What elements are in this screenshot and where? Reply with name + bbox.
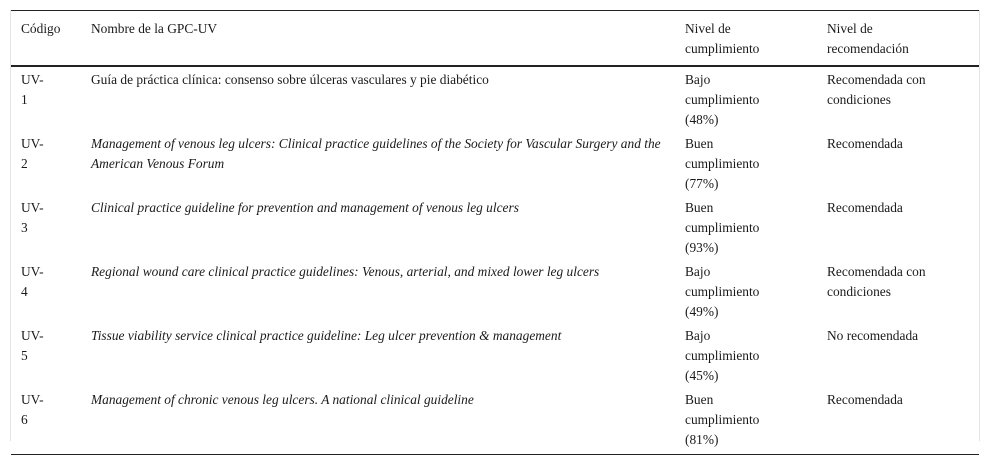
- header-row: [11, 11, 979, 67]
- compliance-word: Buen: [685, 136, 714, 151]
- compliance-label: cumplimiento: [685, 92, 760, 107]
- cell-compliance-level: [675, 324, 817, 388]
- code-prefix: UV-: [21, 328, 44, 343]
- cell-code: [11, 388, 81, 455]
- compliance-word: Bajo: [685, 264, 711, 279]
- compliance-label: cumplimiento: [685, 220, 760, 235]
- code-prefix: UV-: [21, 200, 44, 215]
- table-row: [11, 260, 979, 324]
- compliance-percent: (45%): [685, 368, 719, 383]
- code-prefix: UV-: [21, 72, 44, 87]
- code-prefix: UV-: [21, 264, 44, 279]
- cell-guideline-name: Management of venous leg ulcers: Clinical practice guidelines of the Society for Vascular Surgery and the American Venous Forum: [91, 136, 661, 171]
- cell-code: [11, 260, 81, 324]
- header-name: Nombre de la GPC-UV: [91, 21, 218, 36]
- cell-compliance-level: [675, 132, 817, 196]
- compliance-percent: (93%): [685, 240, 719, 255]
- cell-guideline-name: Regional wound care clinical practice guidelines: Venous, arterial, and mixed lower leg ulcers: [91, 264, 600, 279]
- table-row: [11, 66, 979, 132]
- code-number: 2: [21, 156, 28, 171]
- compliance-percent: (81%): [685, 432, 719, 447]
- compliance-word: Buen: [685, 200, 714, 215]
- table-row: [11, 324, 979, 388]
- cell-guideline-name: Guía de práctica clínica: consenso sobre úlceras vasculares y pie diabético: [91, 72, 489, 87]
- cell-recommendation: Recomendada con condiciones: [827, 264, 926, 299]
- cell-recommendation: No recomendada: [827, 328, 919, 343]
- code-number: 3: [21, 220, 28, 235]
- cell-guideline-name: Clinical practice guideline for prevention and management of venous leg ulcers: [91, 200, 519, 215]
- cell-recommendation: Recomendada con condiciones: [827, 72, 926, 107]
- header-code: Código: [21, 21, 61, 36]
- cell-compliance-level: [675, 388, 817, 455]
- cell-guideline-name: Management of chronic venous leg ulcers. A national clinical guideline: [91, 392, 474, 407]
- code-number: 6: [21, 412, 28, 427]
- table-row: [11, 196, 979, 260]
- cell-guideline-name: Tissue viability service clinical practice guideline: Leg ulcer prevention & management: [91, 328, 562, 343]
- table-row: [11, 132, 979, 196]
- compliance-word: Buen: [685, 392, 714, 407]
- guidelines-table-container: [10, 10, 980, 447]
- cell-code: [11, 324, 81, 388]
- compliance-label: cumplimiento: [685, 412, 760, 427]
- cell-compliance-level: [675, 260, 817, 324]
- code-prefix: UV-: [21, 136, 44, 151]
- cell-code: [11, 66, 81, 132]
- compliance-label: cumplimiento: [685, 284, 760, 299]
- guidelines-table: [11, 10, 979, 455]
- table-header: [11, 11, 979, 67]
- cell-recommendation: Recomendada: [827, 392, 903, 407]
- table-row: [11, 388, 979, 455]
- compliance-label: cumplimiento: [685, 348, 760, 363]
- compliance-percent: (49%): [685, 304, 719, 319]
- cell-compliance-level: [675, 196, 817, 260]
- code-number: 4: [21, 284, 28, 299]
- code-prefix: UV-: [21, 392, 44, 407]
- header-compliance: Nivel de cumplimiento: [685, 21, 760, 56]
- code-number: 1: [21, 92, 28, 107]
- cell-recommendation: Recomendada: [827, 200, 903, 215]
- cell-code: [11, 132, 81, 196]
- header-recommendation: Nivel de recomendación: [827, 21, 909, 56]
- compliance-word: Bajo: [685, 72, 711, 87]
- code-number: 5: [21, 348, 28, 363]
- cell-recommendation: Recomendada: [827, 136, 903, 151]
- compliance-percent: (48%): [685, 112, 719, 127]
- compliance-percent: (77%): [685, 176, 719, 191]
- cell-code: [11, 196, 81, 260]
- compliance-label: cumplimiento: [685, 156, 760, 171]
- cell-compliance-level: [675, 66, 817, 132]
- compliance-word: Bajo: [685, 328, 711, 343]
- table-body: [11, 66, 979, 455]
